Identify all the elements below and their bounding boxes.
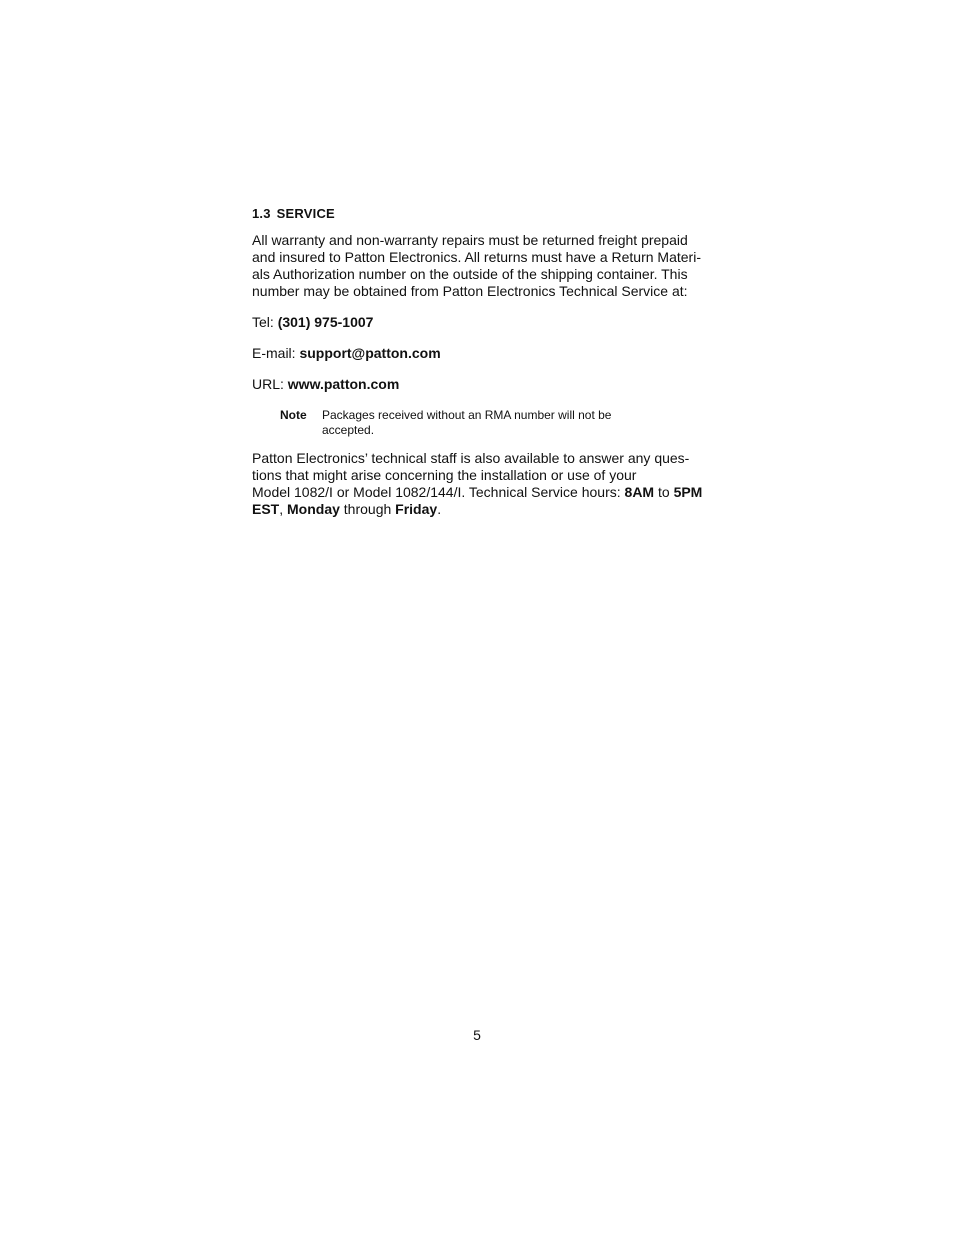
support-day-start: Monday	[287, 501, 340, 517]
url-label: URL:	[252, 376, 288, 392]
page-number: 5	[473, 1027, 481, 1043]
support-through-word: through	[339, 501, 396, 517]
support-line	[252, 501, 704, 518]
support-period: .	[437, 501, 442, 517]
support-to-word: to	[654, 484, 674, 500]
support-day-end: Friday	[395, 501, 438, 517]
support-timezone: EST	[252, 501, 280, 517]
support-line: tions that might arise concerning the installation or use of your	[252, 467, 637, 483]
email-value: support@patton.com	[299, 345, 441, 361]
intro-line: and insured to Patton Electronics. All returns must have a Return Materi-	[252, 249, 701, 265]
section-number: 1.3	[252, 206, 271, 221]
note-line: Packages received without an RMA number will not be	[322, 408, 612, 422]
intro-paragraph	[252, 232, 704, 300]
email-label: E-mail:	[252, 345, 300, 361]
intro-line: number may be obtained from Patton Electronics Technical Service at:	[252, 283, 688, 299]
note-line: accepted.	[322, 423, 375, 437]
section-heading	[252, 205, 704, 223]
support-end-time: 5PM	[673, 484, 703, 500]
support-hours-text: Model 1082/I or Model 1082/144/I. Technical Service hours:	[252, 484, 625, 500]
support-start-time: 8AM	[624, 484, 655, 500]
url-value: www.patton.com	[287, 376, 400, 392]
note-label: Note	[280, 408, 307, 422]
section-title: SERVICE	[276, 206, 335, 221]
email-line	[252, 345, 704, 362]
tel-label: Tel:	[252, 314, 278, 330]
intro-line: als Authorization number on the outside of the shipping container. This	[252, 266, 688, 282]
page-content	[252, 205, 704, 518]
support-line	[252, 484, 704, 501]
support-paragraph	[252, 450, 704, 518]
intro-line: All warranty and non-warranty repairs must be returned freight prepaid	[252, 232, 688, 248]
tel-value: (301) 975-1007	[277, 314, 374, 330]
note-block	[280, 408, 704, 438]
support-line: Patton Electronics’ technical staff is also available to answer any ques-	[252, 450, 690, 466]
tel-line	[252, 314, 704, 331]
support-comma: ,	[279, 501, 288, 517]
url-line	[252, 376, 704, 393]
